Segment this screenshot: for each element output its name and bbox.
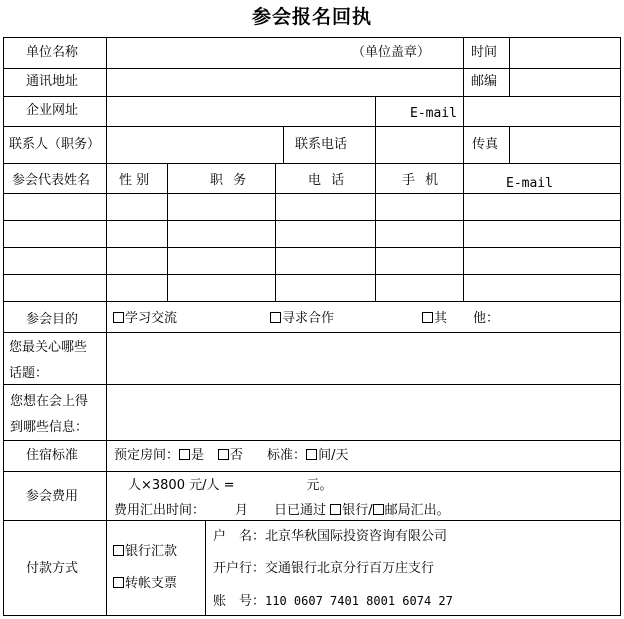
checkbox-icon[interactable] [306,449,317,460]
info-label-line1: 您想在会上得 [10,394,89,409]
checkbox-icon[interactable] [113,312,124,323]
checkbox-icon[interactable] [113,577,124,588]
account-name: 户 名：北京华秋国际投资咨询有限公司 [213,529,448,544]
checkbox-icon[interactable] [218,449,229,460]
topics-label-line2: 话题： [9,366,49,381]
account-number-line: 账 号：110 0607 7401 8001 6074 27 [213,594,453,609]
fee-label: 参会费用 [26,489,79,504]
purpose-option-study[interactable]: 学习交流 [113,311,177,327]
topics-label-line1: 您最关心哪些 [9,340,88,355]
lodging-line: 预定房间： 是 否 标准： 间/天 [114,448,349,463]
email-label: E-mail [410,106,457,121]
unit-name-label: 单位名称 [26,45,79,60]
rep-tel-header: 电 话 [308,173,348,188]
seal-label: （单位盖章） [352,45,431,60]
checkbox-icon[interactable] [330,504,341,515]
lodging-label: 住宿标准 [26,448,79,463]
rep-position-header: 职 务 [210,173,250,188]
rep-email-header: E-mail [506,176,553,191]
info-label-line2: 到哪些信息： [10,420,89,435]
rep-mobile-header: 手 机 [402,173,442,188]
payment-option-check[interactable]: 转帐支票 [113,576,177,592]
website-label: 企业网址 [26,103,79,118]
phone-label: 联系电话 [295,137,348,152]
checkbox-icon[interactable] [113,545,124,556]
checkbox-icon[interactable] [373,504,384,515]
fee-line2: 费用汇出时间： 月 日已通过 银行/ 邮局汇出。 [114,503,450,518]
payment-option-bank[interactable]: 银行汇款 [113,544,177,560]
time-label: 时间 [471,45,498,60]
checkbox-icon[interactable] [270,312,281,323]
lodging-yes: 是 [191,448,205,463]
rep-name-header: 参会代表姓名 [12,173,91,188]
payment-label: 付款方式 [26,561,79,576]
account-number: 110 0607 7401 8001 6074 27 [265,594,453,608]
address-label: 通讯地址 [26,74,79,89]
rep-gender-header: 性 别 [119,173,150,188]
fax-label: 传真 [472,137,499,152]
checkbox-icon[interactable] [422,312,433,323]
purpose-option-other[interactable]: 其 他： [422,311,499,327]
checkbox-icon[interactable] [179,449,190,460]
lodging-no: 否 [230,448,244,463]
purpose-label: 参会目的 [26,312,79,327]
purpose-option-cooperation[interactable]: 寻求合作 [270,311,334,327]
postcode-label: 邮编 [471,74,498,89]
contact-label: 联系人（职务） [9,137,101,152]
bank-name: 开户行：交通银行北京分行百万庄支行 [213,561,435,576]
form-title: 参会报名回执 [251,6,372,28]
fee-line1: 人×3800 元/人 = 元。 [128,478,333,493]
